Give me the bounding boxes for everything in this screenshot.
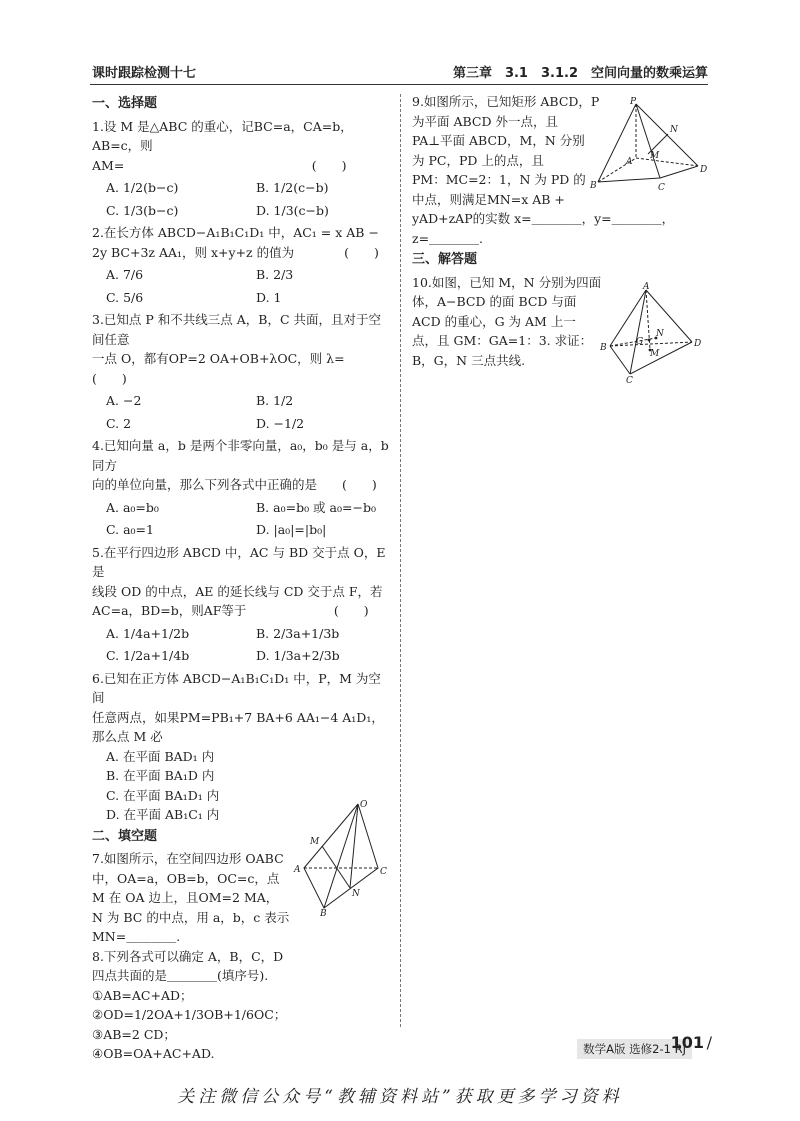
question-line: 为 PC，PD 上的点，且 (412, 152, 544, 168)
question-line: 四点共面的是＿＿＿＿(填序号). (92, 968, 269, 983)
question-line: 4.已知向量 a，b 是两个非零向量，a₀，b₀ 是与 a，b 同方 (92, 438, 389, 473)
option-b: B. a₀=b₀ 或 a₀=−b₀ (256, 499, 376, 515)
question-line: PM：MC=2：1，N 为 PD 的 (412, 172, 586, 187)
option-row (92, 624, 392, 644)
section-heading: 三、解答题 (412, 252, 478, 267)
question-line: 2y BC+3z AA₁，则 x+y+z 的值为 ( ) (92, 244, 379, 260)
figure-label: G (636, 337, 644, 347)
question-line: 2.在长方体 ABCD−A₁B₁C₁D₁ 中，AC₁ = x AB − (92, 225, 379, 240)
figure-label: A (643, 282, 650, 292)
figure-label: M (310, 837, 320, 847)
question-line: MN=＿＿＿＿. (92, 929, 181, 944)
question-line: 向的单位向量，那么下列各式中正确的是 ( ) (92, 477, 377, 492)
question-line: 线段 OD 的中点，AE 的延长线与 CD 交于点 F，若 (92, 583, 383, 599)
question-line: yAD+zAP的实数 x=＿＿＿＿，y=＿＿＿＿， (412, 211, 675, 226)
option-b: D. |a₀|=|b₀| (256, 522, 327, 537)
question-line: B，G，N 三点共线. (412, 352, 526, 368)
option-row (92, 766, 392, 786)
question-line: 为平面 ABCD 外一点，且 (412, 113, 558, 129)
figure-label: C (658, 183, 665, 192)
bottom-note: 关注微信公众号“教辅资料站”获取更多学习资料 (177, 1087, 623, 1107)
figure-label: B (320, 909, 327, 916)
option-a: A. a₀=b₀ (106, 499, 159, 515)
figure-label: M (650, 349, 660, 359)
option-a: A. 7/6 (106, 267, 144, 282)
option-a: C. 1/2a+1/4b (106, 648, 190, 663)
question-line: ③AB=2 CD； (92, 1026, 176, 1042)
section-heading: 二、填空题 (92, 828, 158, 844)
option-text: B. 在平面 BA₁D 内 (106, 768, 215, 783)
option-b: D. −1/2 (256, 415, 305, 431)
header-left: 课时跟踪检测十七 (92, 66, 197, 81)
option-row (92, 646, 392, 666)
question-line: ACD 的重心，G 为 AM 上一 (412, 313, 576, 329)
header-rule (90, 84, 708, 85)
question-line: PA⊥平面 ABCD，M，N 分别 (412, 133, 585, 148)
question-line: AC=a，BD=b，则AF等于 ( ) (92, 603, 369, 618)
question-line: 中，OA=a，OB=b，OC=c，点 (92, 870, 280, 886)
question-line: 那么点 M 必 (92, 729, 163, 744)
figure-label: A (294, 865, 301, 875)
question-line: 一点 O，都有OP=2 OA+OB+λOC，则 λ= ( ) (92, 351, 370, 386)
figure-label: N (352, 889, 360, 899)
figure-label: B (600, 343, 607, 353)
figure-label: D (694, 339, 702, 349)
option-a: C. 2 (106, 415, 132, 431)
page-slash: / (706, 1033, 712, 1052)
option-a: C. a₀=1 (106, 522, 154, 537)
figure-label: P (630, 97, 637, 107)
option-row (92, 201, 392, 221)
header-right: 第三章 3.1 3.1.2 空间向量的数乘运算 (452, 66, 708, 81)
figure-label: D (700, 165, 708, 175)
option-b: D. 1/3(c−b) (256, 202, 329, 218)
figure-label: C (626, 376, 633, 384)
option-row (92, 498, 392, 518)
question-line: 点，且 GM：GA=1：3. 求证： (412, 333, 593, 348)
option-a: A. 1/4a+1/2b (106, 625, 190, 641)
option-a: C. 1/3(b−c) (106, 202, 179, 218)
figure-label: N (656, 329, 664, 339)
question-line: 任意两点，如果PM=PB₁+7 BA+6 AA₁−4 A₁D₁， (92, 709, 384, 725)
option-a: A. −2 (106, 393, 142, 408)
question-line: 体，A−BCD 的面 BCD 与面 (412, 294, 577, 309)
section-heading: 一、选择题 (92, 96, 158, 111)
question-line: M 在 OA 边上，且OM=2 MA， (92, 890, 279, 905)
option-b: D. 1/3a+2/3b (256, 648, 340, 663)
option-row (92, 747, 392, 767)
question-line: 1.设 M 是△ABC 的重心，记BC=a，CA=b，AB=c，则 (92, 118, 353, 153)
figure-7 (280, 798, 396, 916)
option-b: B. 1/2 (256, 393, 294, 408)
question-line: ④OB=OA+AC+AD. (92, 1046, 215, 1061)
figure-label: M (650, 151, 660, 161)
option-text: D. 在平面 AB₁C₁ 内 (106, 807, 220, 822)
column-divider (400, 94, 401, 1027)
figure-label: N (670, 125, 678, 135)
figure-9 (588, 96, 712, 192)
option-b: B. 1/2(c−b) (256, 180, 329, 195)
option-row (92, 178, 392, 198)
footer-label: 数学A版 选修2-1 RJ (577, 1039, 692, 1059)
question-line: 8.下列各式可以确定 A，B，C，D (92, 948, 284, 964)
figure-label: A (626, 157, 633, 167)
left-column (92, 92, 392, 1064)
option-a: A. 1/2(b−c) (106, 180, 179, 195)
figure-label: B (590, 181, 597, 191)
figure-label: O (360, 800, 368, 810)
question-line: 中点，则满足MN=x AB + (412, 191, 565, 207)
option-text: A. 在平面 BAD₁ 内 (106, 748, 215, 764)
option-row (92, 265, 392, 285)
question-line: 5.在平行四边形 ABCD 中，AC 与 BD 交于点 O，E 是 (92, 544, 386, 579)
option-b: B. 2/3 (256, 267, 294, 282)
question-line: 10.如图，已知 M，N 分别为四面 (412, 274, 602, 290)
option-text: C. 在平面 BA₁D₁ 内 (106, 787, 220, 803)
question-line: 3.已知点 P 和不共线三点 A，B，C 共面，且对于空间任意 (92, 312, 382, 347)
question-line: ②OD=1/2OA+1/3OB+1/6OC； (92, 1007, 287, 1022)
option-row (92, 288, 392, 308)
option-b: D. 1 (256, 289, 282, 305)
option-row (92, 414, 392, 434)
question-line: 6.已知在正方体 ABCD−A₁B₁C₁D₁ 中，P，M 为空间 (92, 670, 381, 705)
figure-label: C (380, 867, 387, 877)
option-a: C. 5/6 (106, 289, 144, 305)
question-line: 7.如图所示，在空间四边形 OABC (92, 851, 284, 866)
option-row (92, 391, 392, 411)
option-row (92, 520, 392, 540)
question-line: z=＿＿＿＿. (412, 230, 484, 246)
page-number: 101 (670, 1033, 704, 1052)
option-b: B. 2/3a+1/3b (256, 625, 340, 641)
question-line: ①AB=AC+AD； (92, 987, 193, 1003)
question-line: N 为 BC 的中点，用 a，b，c 表示 (92, 909, 290, 925)
question-line: 9.如图所示，已知矩形 ABCD，P (412, 94, 600, 109)
figure-10 (598, 282, 708, 384)
question-line: AM= ( ) (92, 157, 347, 173)
